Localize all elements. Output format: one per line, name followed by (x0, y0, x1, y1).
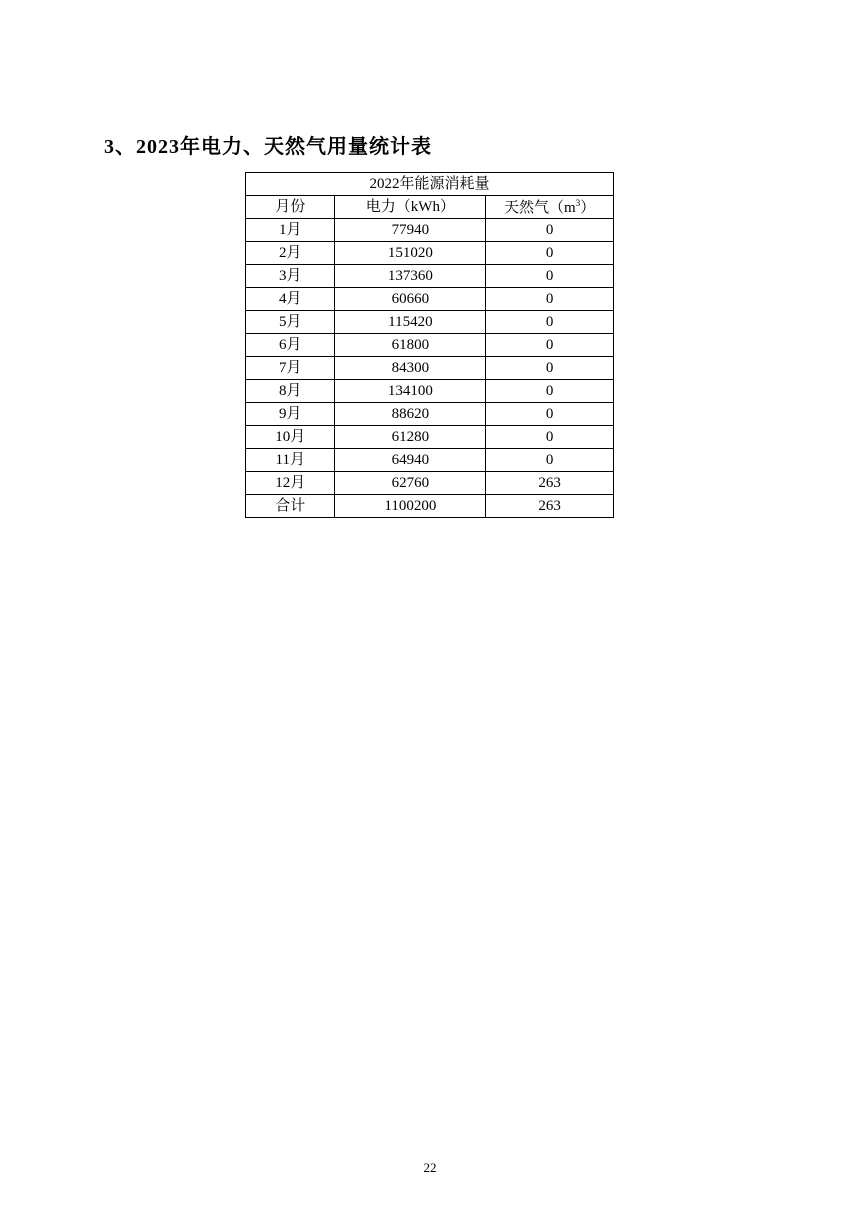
table-row (246, 242, 614, 265)
electricity-cell: 64940 (335, 449, 486, 472)
header-electricity: 电力（kWh） (335, 196, 486, 219)
electricity-cell: 77940 (335, 219, 486, 242)
total-label: 合计 (246, 495, 335, 518)
electricity-cell: 151020 (335, 242, 486, 265)
header-month: 月份 (246, 196, 335, 219)
gas-cell: 0 (486, 334, 614, 357)
month-cell: 7月 (246, 357, 335, 380)
table-total-row (246, 495, 614, 518)
table-caption-row (246, 173, 614, 196)
month-cell: 3月 (246, 265, 335, 288)
electricity-cell: 134100 (335, 380, 486, 403)
month-cell: 1月 (246, 219, 335, 242)
table-row (246, 219, 614, 242)
electricity-cell: 61800 (335, 334, 486, 357)
table-row (246, 403, 614, 426)
gas-cell: 0 (486, 357, 614, 380)
gas-cell: 263 (486, 472, 614, 495)
electricity-cell: 115420 (335, 311, 486, 334)
table-row (246, 449, 614, 472)
gas-cell: 0 (486, 219, 614, 242)
electricity-cell: 88620 (335, 403, 486, 426)
month-cell: 12月 (246, 472, 335, 495)
total-gas: 263 (486, 495, 614, 518)
header-gas (486, 196, 614, 219)
month-cell: 10月 (246, 426, 335, 449)
energy-consumption-table (245, 172, 614, 518)
gas-cell: 0 (486, 403, 614, 426)
table-caption: 2022年能源消耗量 (246, 173, 614, 196)
month-cell: 6月 (246, 334, 335, 357)
table-row (246, 311, 614, 334)
header-gas-suffix: ） (580, 199, 596, 216)
header-gas-superscript: 3 (575, 197, 581, 208)
table-row (246, 380, 614, 403)
month-cell: 4月 (246, 288, 335, 311)
gas-cell: 0 (486, 380, 614, 403)
gas-cell: 0 (486, 311, 614, 334)
gas-cell: 0 (486, 426, 614, 449)
table-row (246, 265, 614, 288)
electricity-cell: 61280 (335, 426, 486, 449)
electricity-cell: 60660 (335, 288, 486, 311)
gas-cell: 0 (486, 265, 614, 288)
table-row (246, 357, 614, 380)
section-title: 3、2023年电力、天然气用量统计表 (104, 136, 432, 158)
table-row (246, 472, 614, 495)
page-number: 22 (423, 1160, 437, 1175)
electricity-cell: 62760 (335, 472, 486, 495)
header-gas-prefix: 天然气（m (504, 199, 576, 216)
month-cell: 11月 (246, 449, 335, 472)
month-cell: 2月 (246, 242, 335, 265)
month-cell: 8月 (246, 380, 335, 403)
gas-cell: 0 (486, 288, 614, 311)
table-row (246, 426, 614, 449)
table-row (246, 334, 614, 357)
electricity-cell: 137360 (335, 265, 486, 288)
table-row (246, 288, 614, 311)
month-cell: 9月 (246, 403, 335, 426)
table-header-row (246, 196, 614, 219)
gas-cell: 0 (486, 449, 614, 472)
electricity-cell: 84300 (335, 357, 486, 380)
total-electricity: 1100200 (335, 495, 486, 518)
gas-cell: 0 (486, 242, 614, 265)
month-cell: 5月 (246, 311, 335, 334)
